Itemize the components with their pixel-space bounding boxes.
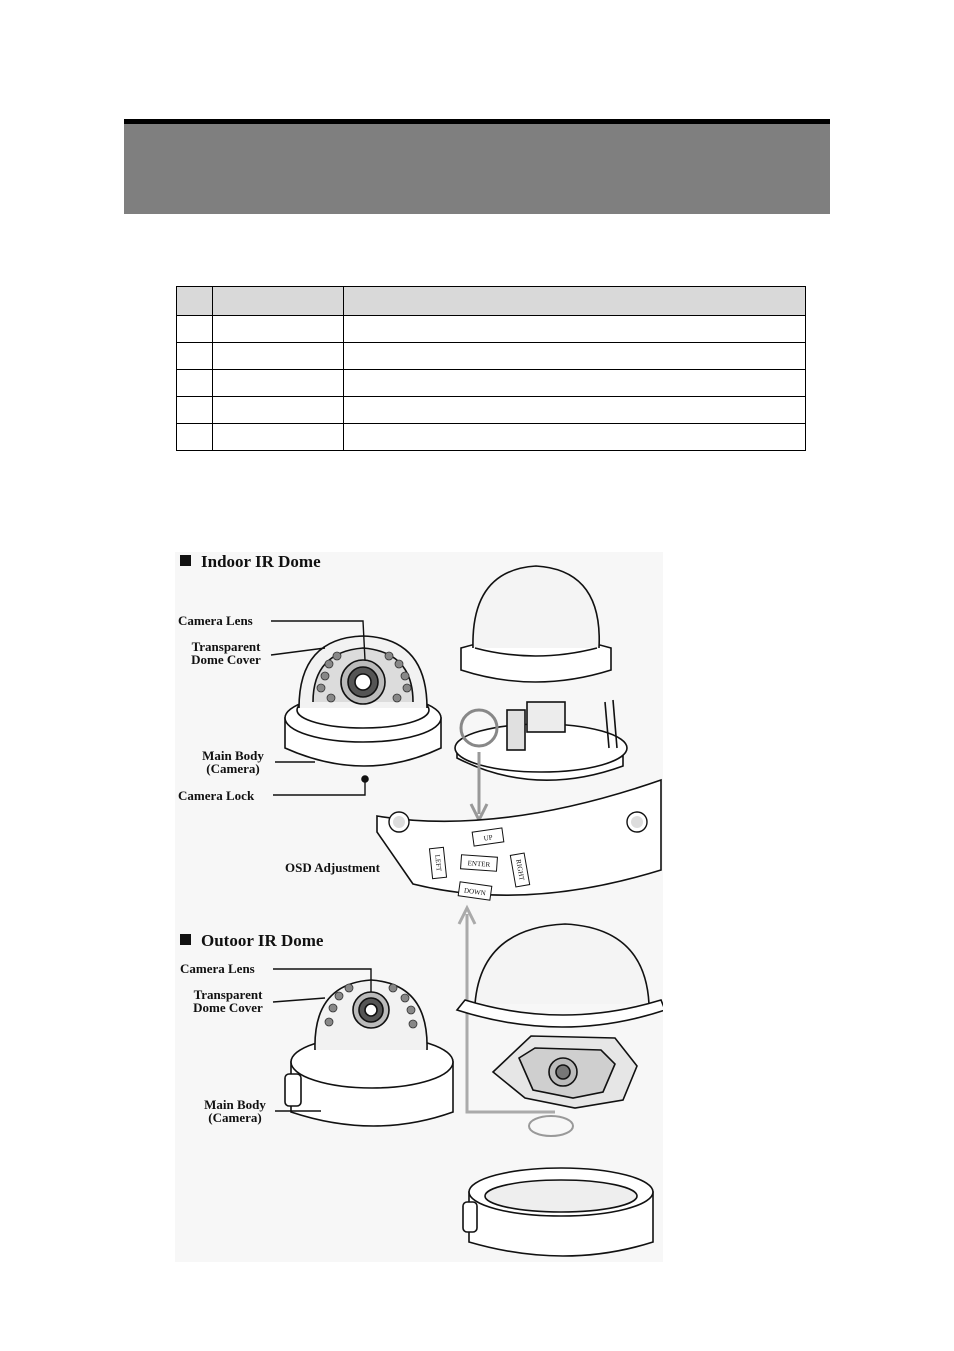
label-line: Main Body — [204, 1097, 266, 1112]
table-row — [177, 316, 806, 343]
table-row — [177, 397, 806, 424]
table-cell — [177, 397, 213, 424]
osd-left-label: LEFT — [433, 854, 443, 872]
table-cell — [344, 397, 806, 424]
indoor-camera-lens-label: Camera Lens — [178, 613, 253, 628]
outdoor-title-text: Outoor IR Dome — [201, 931, 324, 950]
outdoor-camera-lens-label: Camera Lens — [180, 961, 255, 976]
outdoor-leader-lines — [175, 552, 663, 1262]
osd-adjustment-label: OSD Adjustment — [285, 860, 380, 875]
table-cell — [213, 424, 344, 451]
table-header-cell — [213, 287, 344, 316]
table-row — [177, 424, 806, 451]
table-cell — [213, 316, 344, 343]
table-cell — [177, 316, 213, 343]
dome-camera-figure — [175, 552, 663, 1262]
label-line: Dome Cover — [193, 1000, 263, 1015]
table-row — [177, 343, 806, 370]
table-row — [177, 370, 806, 397]
table-cell — [344, 370, 806, 397]
osd-down-label: DOWN — [463, 886, 487, 898]
table-cell — [213, 370, 344, 397]
table-header-cell — [344, 287, 806, 316]
table-header-cell — [177, 287, 213, 316]
table-cell — [177, 343, 213, 370]
label-line: (Camera) — [206, 761, 260, 776]
label-line: Transparent — [193, 987, 263, 1002]
label-line: (Camera) — [208, 1110, 262, 1125]
table-header-row — [177, 287, 806, 316]
table-cell — [177, 424, 213, 451]
indoor-camera-lock-label: Camera Lock — [178, 788, 255, 803]
table-cell — [344, 424, 806, 451]
label-line: Transparent — [191, 639, 261, 654]
table-cell — [344, 316, 806, 343]
osd-enter-label: ENTER — [467, 859, 491, 869]
label-line: Dome Cover — [191, 652, 261, 667]
table-cell — [344, 343, 806, 370]
osd-up-label: UP — [483, 833, 494, 843]
label-line: Main Body — [202, 748, 264, 763]
parts-table — [176, 286, 806, 451]
indoor-title-text: Indoor IR Dome — [201, 552, 321, 571]
osd-right-label: RIGHT — [514, 858, 526, 882]
table-cell — [213, 343, 344, 370]
table-cell — [213, 397, 344, 424]
header-band — [124, 124, 830, 214]
table-cell — [177, 370, 213, 397]
